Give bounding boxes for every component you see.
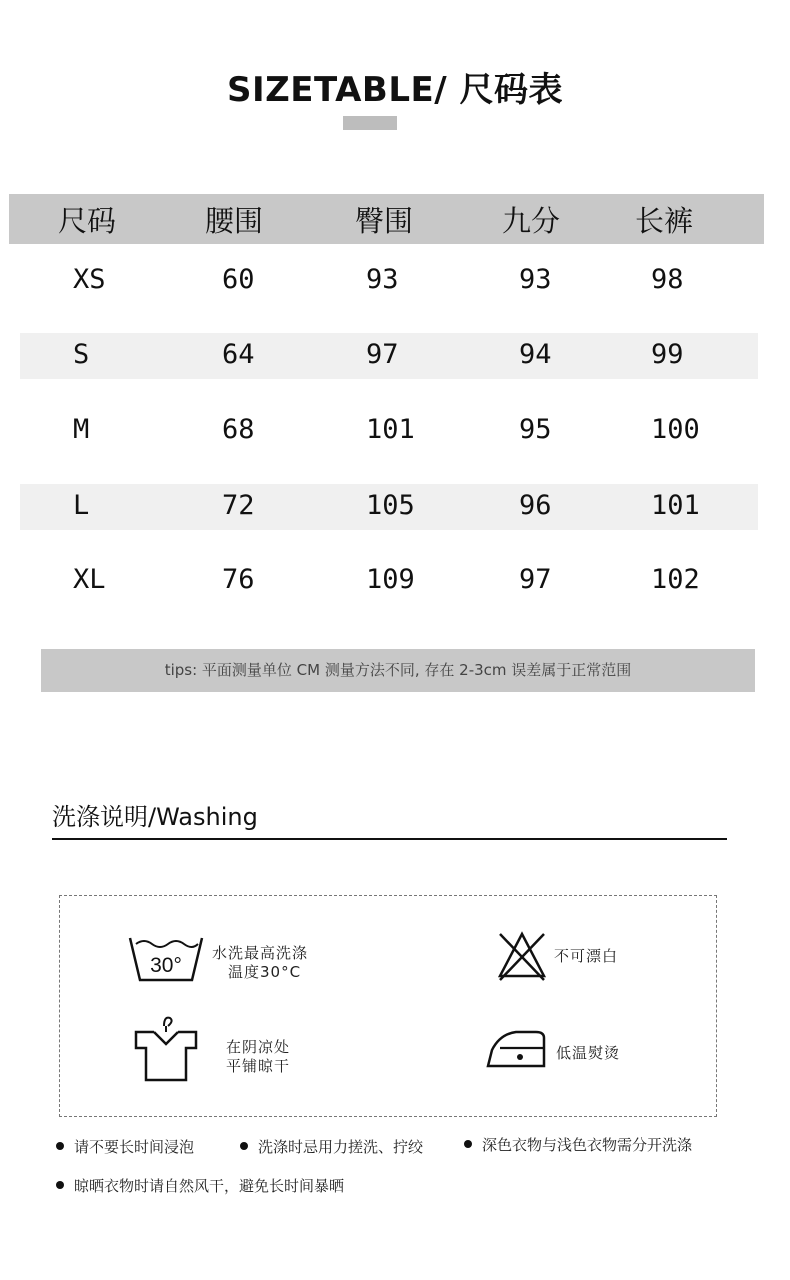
shade-dry-icon <box>134 1014 198 1086</box>
washing-section-title: 洗涤说明/Washing <box>52 803 258 831</box>
cell-size: XS <box>73 264 106 295</box>
washing-title-divider <box>52 838 727 840</box>
cell-size: M <box>73 414 90 445</box>
table-row <box>20 258 758 304</box>
bullet-icon <box>56 1181 64 1189</box>
care-label-line-2: 温度30°C <box>228 963 302 981</box>
cell-waist: 60 <box>222 264 255 295</box>
care-note: 请不要长时间浸泡 <box>56 1136 194 1157</box>
bullet-icon <box>464 1140 472 1148</box>
cell-hip: 109 <box>366 564 415 595</box>
column-header-full-length: 长裤 <box>634 204 693 238</box>
cell-waist: 76 <box>222 564 255 595</box>
cell-full-length: 102 <box>651 564 700 595</box>
column-header-size: 尺码 <box>57 204 116 238</box>
cell-cropped-length: 94 <box>519 339 552 370</box>
cell-size: XL <box>73 564 106 595</box>
cell-waist: 72 <box>222 490 255 521</box>
low-iron-icon <box>486 1030 546 1070</box>
cell-hip: 97 <box>366 339 399 370</box>
care-note: 洗涤时忌用力搓洗、拧绞 <box>240 1136 423 1157</box>
cell-cropped-length: 95 <box>519 414 552 445</box>
measurement-tips: tips: 平面测量单位 CM 测量方法不同, 存在 2-3cm 误差属于正常范围 <box>41 649 755 692</box>
cell-cropped-length: 93 <box>519 264 552 295</box>
cell-hip: 101 <box>366 414 415 445</box>
no-bleach-icon <box>496 930 548 982</box>
care-note: 晾晒衣物时请自然风干，避免长时间暴晒 <box>56 1175 344 1196</box>
cell-size: L <box>73 490 90 521</box>
column-header-hip: 臀围 <box>354 204 413 238</box>
table-row <box>20 333 758 379</box>
care-instructions-box <box>59 895 717 1117</box>
cell-size: S <box>73 339 90 370</box>
cell-cropped-length: 97 <box>519 564 552 595</box>
cell-hip: 93 <box>366 264 399 295</box>
cell-full-length: 98 <box>651 264 684 295</box>
cell-full-length: 100 <box>651 414 700 445</box>
care-label-line-1: 不可漂白 <box>554 947 619 965</box>
column-header-waist: 腰围 <box>204 204 263 238</box>
care-label-line-1: 水洗最高洗涤 <box>212 944 309 962</box>
cell-full-length: 99 <box>651 339 684 370</box>
table-row <box>20 558 758 604</box>
cell-cropped-length: 96 <box>519 490 552 521</box>
care-label-line-2: 平铺晾干 <box>226 1057 291 1075</box>
cell-waist: 64 <box>222 339 255 370</box>
table-row <box>20 408 758 454</box>
bullet-icon <box>240 1142 248 1150</box>
care-label-line-1: 低温熨烫 <box>556 1044 621 1062</box>
care-label-line-1: 在阴凉处 <box>226 1038 291 1056</box>
cell-full-length: 101 <box>651 490 700 521</box>
size-table-header <box>9 194 764 244</box>
bullet-icon <box>56 1142 64 1150</box>
svg-text:30°: 30° <box>150 954 182 977</box>
care-note: 深色衣物与浅色衣物需分开洗涤 <box>464 1134 692 1155</box>
page-title: SIZETABLE/ 尺码表 <box>227 70 563 110</box>
cell-waist: 68 <box>222 414 255 445</box>
wash-30-icon <box>128 932 204 984</box>
column-header-cropped-length: 九分 <box>501 204 560 238</box>
table-row <box>20 484 758 530</box>
cell-hip: 105 <box>366 490 415 521</box>
title-underline <box>343 116 397 130</box>
